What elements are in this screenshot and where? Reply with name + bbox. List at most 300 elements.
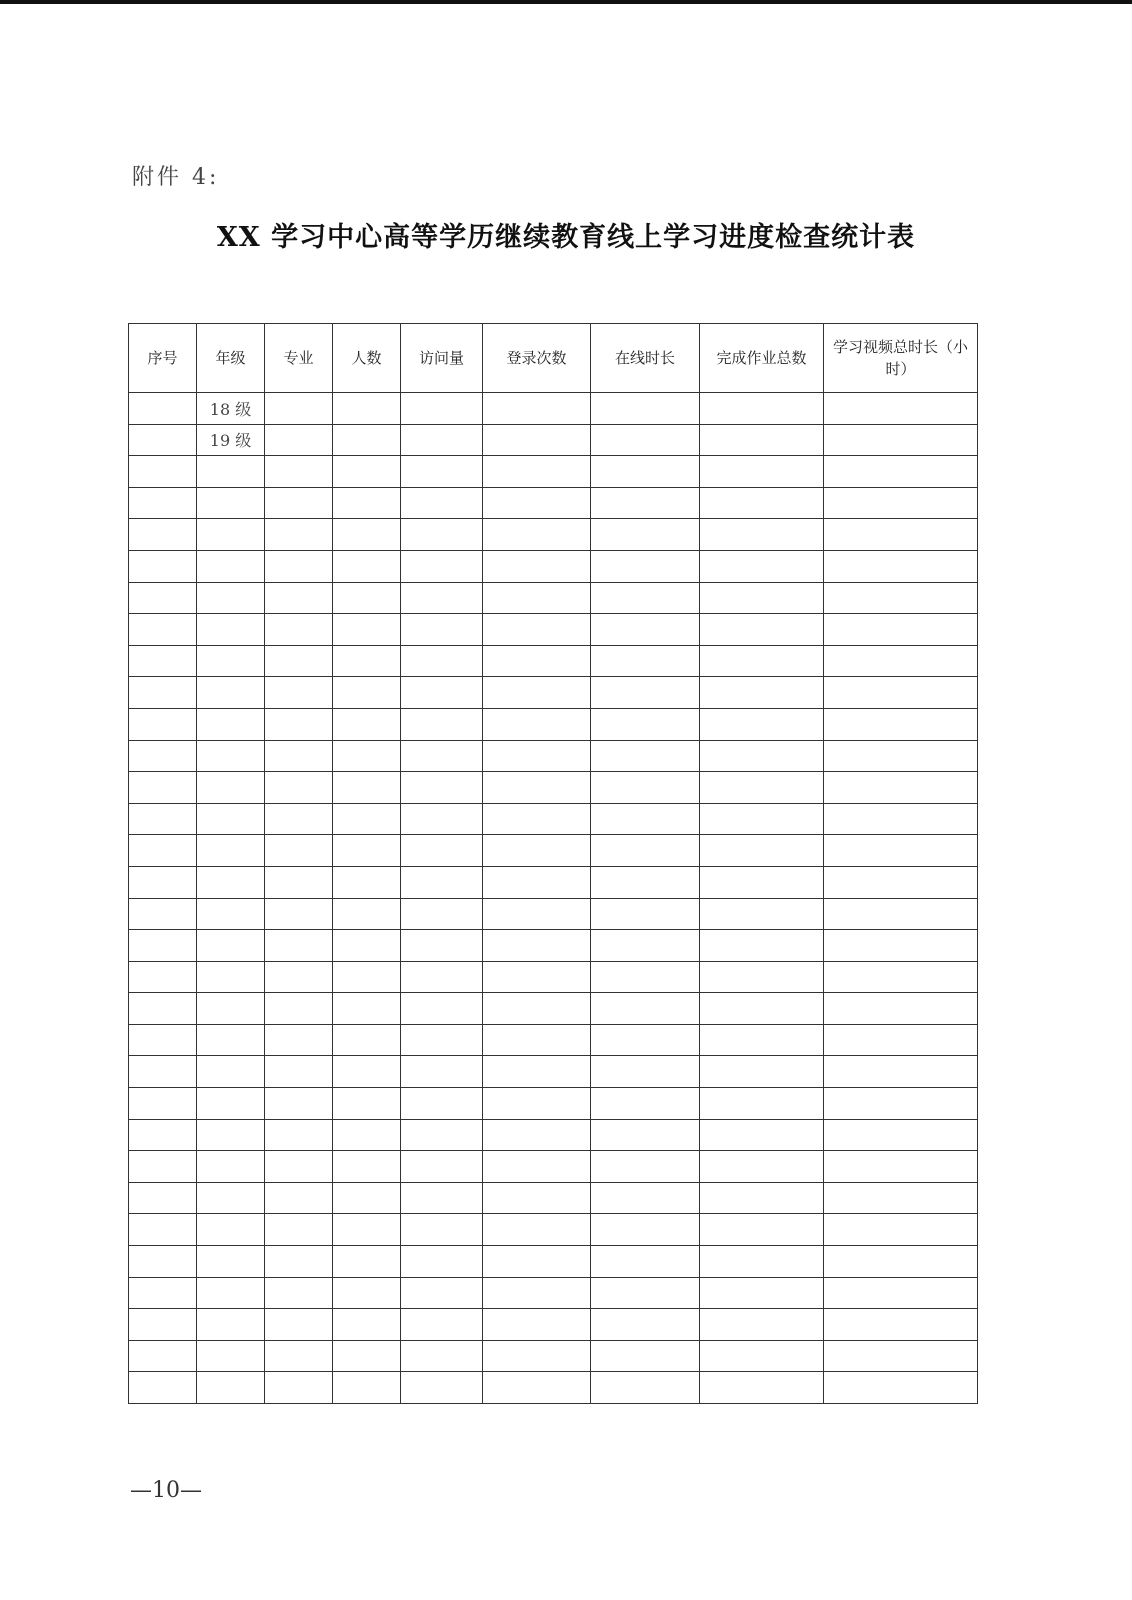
table-cell: [333, 550, 401, 582]
table-cell: [401, 708, 483, 740]
table-row: [129, 456, 978, 488]
table-cell: [129, 1246, 197, 1278]
table-cell: [483, 582, 591, 614]
table-cell: [197, 1151, 265, 1183]
table-cell: [333, 614, 401, 646]
table-cell: [197, 898, 265, 930]
table-cell: [401, 1024, 483, 1056]
table-cell: [197, 993, 265, 1025]
table-cell: [197, 487, 265, 519]
table-cell: [483, 393, 591, 425]
table-row: [129, 550, 978, 582]
table-cell: [265, 393, 333, 425]
table-cell: [591, 519, 700, 551]
table-cell: [129, 1119, 197, 1151]
table-row: [129, 1214, 978, 1246]
table-cell: [483, 424, 591, 456]
table-cell: [401, 866, 483, 898]
table-cell: [591, 898, 700, 930]
table-cell: [265, 614, 333, 646]
scan-top-border: [0, 0, 1132, 4]
table-cell: [700, 645, 824, 677]
table-row: [129, 803, 978, 835]
table-cell: [401, 993, 483, 1025]
table-cell: [333, 582, 401, 614]
table-cell: [129, 393, 197, 425]
table-cell: [265, 898, 333, 930]
table-cell: [401, 582, 483, 614]
table-row: [129, 424, 978, 456]
table-row: [129, 1277, 978, 1309]
table-cell: [197, 677, 265, 709]
table-cell: [824, 1277, 978, 1309]
table-row: [129, 487, 978, 519]
table-cell: [265, 961, 333, 993]
table-row: [129, 1056, 978, 1088]
table-row: [129, 519, 978, 551]
table-cell: [483, 1056, 591, 1088]
table-cell: [700, 550, 824, 582]
table-cell: [700, 898, 824, 930]
table-cell: [591, 1024, 700, 1056]
table-cell: [483, 740, 591, 772]
table-cell: [333, 456, 401, 488]
table-cell: [197, 1056, 265, 1088]
table-cell: [129, 614, 197, 646]
table-cell: [824, 898, 978, 930]
table-cell: [333, 677, 401, 709]
table-cell: [265, 1119, 333, 1151]
table-cell: [401, 1277, 483, 1309]
table-cell: [401, 835, 483, 867]
table-cell: [401, 740, 483, 772]
table-cell: [333, 424, 401, 456]
table-cell: [401, 519, 483, 551]
table-cell: [483, 898, 591, 930]
table-cell: [700, 772, 824, 804]
table-cell: [129, 1277, 197, 1309]
table-cell: [333, 1277, 401, 1309]
table-cell: [700, 1246, 824, 1278]
table-cell: [483, 993, 591, 1025]
table-cell: [591, 803, 700, 835]
table-cell: [333, 898, 401, 930]
table-cell: [824, 456, 978, 488]
table-cell: [483, 645, 591, 677]
table-cell: [700, 677, 824, 709]
table-cell: [591, 772, 700, 804]
table-cell: [265, 1088, 333, 1120]
table-cell: [197, 740, 265, 772]
table-cell: [483, 772, 591, 804]
table-cell: [401, 645, 483, 677]
table-cell: [333, 961, 401, 993]
table-cell: [824, 487, 978, 519]
table-cell: [591, 393, 700, 425]
header-major: 专业: [265, 324, 333, 393]
attachment-label: 附件 4:: [132, 165, 220, 190]
table-cell: [591, 614, 700, 646]
header-video-hours: 学习视频总时长（小时）: [824, 324, 978, 393]
table-cell: [265, 1182, 333, 1214]
page-number: —10—: [130, 1478, 202, 1503]
table-cell: [265, 708, 333, 740]
table-cell: [197, 961, 265, 993]
table-cell: 19 级: [197, 424, 265, 456]
table-cell: [129, 961, 197, 993]
table-cell: [265, 1246, 333, 1278]
table-cell: [824, 835, 978, 867]
table-cell: [700, 1309, 824, 1341]
table-cell: [700, 1119, 824, 1151]
header-grade: 年级: [197, 324, 265, 393]
table-cell: [824, 582, 978, 614]
table-cell: [333, 1246, 401, 1278]
table-cell: [265, 803, 333, 835]
document-title: XX 学习中心高等学历继续教育线上学习进度检查统计表: [216, 222, 916, 253]
table-cell: [265, 740, 333, 772]
table-cell: [401, 1340, 483, 1372]
table-cell: [265, 1214, 333, 1246]
table-row: [129, 1024, 978, 1056]
table-cell: [333, 393, 401, 425]
table-cell: [401, 1151, 483, 1183]
table-cell: [333, 930, 401, 962]
table-cell: [197, 1309, 265, 1341]
table-cell: [129, 1151, 197, 1183]
table-cell: [265, 424, 333, 456]
table-cell: [197, 1024, 265, 1056]
table-row: [129, 1088, 978, 1120]
table-cell: [824, 866, 978, 898]
table-cell: [824, 993, 978, 1025]
table-cell: [591, 835, 700, 867]
table-cell: [129, 677, 197, 709]
table-cell: [129, 1024, 197, 1056]
table-cell: [129, 1088, 197, 1120]
table-cell: [129, 519, 197, 551]
table-cell: [129, 1056, 197, 1088]
table-cell: [265, 1277, 333, 1309]
table-cell: [824, 930, 978, 962]
table-cell: [197, 1372, 265, 1404]
table-cell: [401, 677, 483, 709]
table-cell: [265, 456, 333, 488]
table-cell: [265, 1372, 333, 1404]
table-cell: [824, 1088, 978, 1120]
table-cell: [129, 1309, 197, 1341]
header-online-time: 在线时长: [591, 324, 700, 393]
table-cell: [129, 930, 197, 962]
table-cell: [265, 550, 333, 582]
table-cell: [333, 835, 401, 867]
table-cell: [483, 1151, 591, 1183]
table-cell: [591, 866, 700, 898]
table-cell: [700, 993, 824, 1025]
table-cell: [401, 424, 483, 456]
table-row: [129, 1340, 978, 1372]
table-cell: [591, 1151, 700, 1183]
table-cell: [824, 1182, 978, 1214]
table-cell: [265, 930, 333, 962]
table-cell: [700, 835, 824, 867]
table-cell: [333, 519, 401, 551]
table-row: [129, 772, 978, 804]
table-cell: [333, 708, 401, 740]
table-cell: [591, 1246, 700, 1278]
table-cell: [591, 993, 700, 1025]
table-cell: [700, 930, 824, 962]
table-cell: [265, 519, 333, 551]
table-cell: [700, 740, 824, 772]
table-cell: [333, 1214, 401, 1246]
table-cell: [824, 614, 978, 646]
table-cell: [129, 708, 197, 740]
table-cell: [265, 993, 333, 1025]
table-cell: [700, 1024, 824, 1056]
table-cell: [824, 424, 978, 456]
table-cell: [197, 1182, 265, 1214]
table-cell: [401, 1119, 483, 1151]
table-cell: [129, 1340, 197, 1372]
table-cell: [265, 835, 333, 867]
table-cell: [197, 1246, 265, 1278]
table-cell: [824, 1151, 978, 1183]
table-cell: [333, 1119, 401, 1151]
table-cell: [483, 1277, 591, 1309]
table-row: [129, 1246, 978, 1278]
table-row: [129, 898, 978, 930]
table-cell: [824, 1340, 978, 1372]
table-cell: [483, 866, 591, 898]
table-cell: [591, 645, 700, 677]
table-cell: [401, 1214, 483, 1246]
table-cell: [700, 424, 824, 456]
table-cell: [197, 614, 265, 646]
table-cell: [483, 1246, 591, 1278]
table-cell: [700, 1214, 824, 1246]
table-cell: [129, 456, 197, 488]
table-cell: [197, 645, 265, 677]
table-cell: [265, 866, 333, 898]
table-cell: [700, 1151, 824, 1183]
table-cell: [700, 1182, 824, 1214]
table-cell: [483, 1372, 591, 1404]
table-cell: [401, 930, 483, 962]
table-cell: [700, 708, 824, 740]
table-cell: [824, 1246, 978, 1278]
table-cell: 18 级: [197, 393, 265, 425]
table-cell: [401, 1309, 483, 1341]
table-cell: [265, 677, 333, 709]
table-cell: [824, 708, 978, 740]
table-row: [129, 930, 978, 962]
table-cell: [401, 803, 483, 835]
table-row: [129, 645, 978, 677]
table-cell: [824, 1119, 978, 1151]
table-cell: [129, 1214, 197, 1246]
table-cell: [265, 1024, 333, 1056]
table-cell: [700, 961, 824, 993]
table-cell: [591, 487, 700, 519]
table-cell: [824, 1214, 978, 1246]
table-cell: [591, 1340, 700, 1372]
table-cell: [483, 456, 591, 488]
table-cell: [197, 456, 265, 488]
table-cell: [197, 1340, 265, 1372]
table-cell: [824, 645, 978, 677]
table-cell: [401, 772, 483, 804]
table-cell: [483, 803, 591, 835]
table-cell: [700, 519, 824, 551]
table-cell: [483, 1214, 591, 1246]
table-body: [129, 393, 978, 1404]
table-header-row: [129, 324, 978, 393]
table-cell: [333, 1151, 401, 1183]
header-visits: 访问量: [401, 324, 483, 393]
table-cell: [483, 930, 591, 962]
table-cell: [129, 550, 197, 582]
table-cell: [700, 1340, 824, 1372]
table-row: [129, 993, 978, 1025]
table-cell: [401, 550, 483, 582]
table-cell: [129, 898, 197, 930]
table-row: [129, 866, 978, 898]
table-cell: [197, 1119, 265, 1151]
table-row: [129, 835, 978, 867]
table-cell: [333, 866, 401, 898]
table-cell: [700, 456, 824, 488]
table-cell: [700, 866, 824, 898]
statistics-table: [128, 323, 978, 1404]
table-cell: [129, 1182, 197, 1214]
table-cell: [591, 1056, 700, 1088]
table-cell: [197, 550, 265, 582]
header-homework-total: 完成作业总数: [700, 324, 824, 393]
table-cell: [197, 803, 265, 835]
table-cell: [401, 1182, 483, 1214]
table-cell: [265, 645, 333, 677]
table-cell: [129, 645, 197, 677]
table-cell: [265, 1309, 333, 1341]
table-cell: [700, 1056, 824, 1088]
table-cell: [129, 582, 197, 614]
table-cell: [197, 930, 265, 962]
table-row: [129, 708, 978, 740]
table-cell: [483, 677, 591, 709]
table-cell: [401, 1088, 483, 1120]
table-cell: [824, 803, 978, 835]
table-cell: [591, 961, 700, 993]
table-cell: [591, 1372, 700, 1404]
table-cell: [591, 1214, 700, 1246]
table-cell: [700, 1277, 824, 1309]
table-cell: [591, 456, 700, 488]
table-cell: [333, 1340, 401, 1372]
table-cell: [129, 803, 197, 835]
header-index: 序号: [129, 324, 197, 393]
table-cell: [401, 1056, 483, 1088]
table-cell: [333, 1088, 401, 1120]
table-cell: [483, 1182, 591, 1214]
table-cell: [333, 803, 401, 835]
table-cell: [129, 1372, 197, 1404]
table-cell: [197, 582, 265, 614]
table-cell: [197, 519, 265, 551]
table-cell: [824, 1056, 978, 1088]
table-cell: [265, 1340, 333, 1372]
table-row: [129, 393, 978, 425]
table-cell: [591, 740, 700, 772]
table-cell: [700, 803, 824, 835]
table-cell: [483, 614, 591, 646]
table-cell: [333, 1056, 401, 1088]
table-cell: [700, 487, 824, 519]
table-cell: [333, 1309, 401, 1341]
table-row: [129, 961, 978, 993]
table-cell: [401, 456, 483, 488]
table-cell: [401, 1372, 483, 1404]
table-cell: [824, 393, 978, 425]
table-cell: [265, 772, 333, 804]
header-logins: 登录次数: [483, 324, 591, 393]
table-row: [129, 740, 978, 772]
table-row: [129, 1309, 978, 1341]
table-cell: [824, 740, 978, 772]
table-cell: [483, 519, 591, 551]
table-row: [129, 1372, 978, 1404]
table-cell: [197, 708, 265, 740]
table-cell: [483, 708, 591, 740]
table-cell: [824, 550, 978, 582]
table-row: [129, 1182, 978, 1214]
table-cell: [483, 835, 591, 867]
table-cell: [333, 740, 401, 772]
table-cell: [129, 772, 197, 804]
table-cell: [824, 961, 978, 993]
table-row: [129, 582, 978, 614]
table-cell: [824, 1024, 978, 1056]
table-cell: [591, 1119, 700, 1151]
table-cell: [129, 487, 197, 519]
table-cell: [129, 993, 197, 1025]
table-row: [129, 1119, 978, 1151]
table-cell: [483, 1309, 591, 1341]
table-cell: [591, 677, 700, 709]
table-cell: [700, 1088, 824, 1120]
table-cell: [483, 1024, 591, 1056]
table-cell: [483, 487, 591, 519]
table-cell: [129, 424, 197, 456]
table-cell: [197, 1088, 265, 1120]
table-cell: [333, 487, 401, 519]
table-cell: [265, 487, 333, 519]
table-cell: [197, 1214, 265, 1246]
table-cell: [401, 898, 483, 930]
table-cell: [700, 1372, 824, 1404]
table-cell: [197, 772, 265, 804]
table-cell: [591, 550, 700, 582]
table-row: [129, 677, 978, 709]
table-cell: [591, 930, 700, 962]
table-cell: [591, 1309, 700, 1341]
table-cell: [591, 708, 700, 740]
table-cell: [333, 1372, 401, 1404]
table-row: [129, 614, 978, 646]
table-row: [129, 1151, 978, 1183]
table-cell: [700, 582, 824, 614]
table-cell: [129, 835, 197, 867]
